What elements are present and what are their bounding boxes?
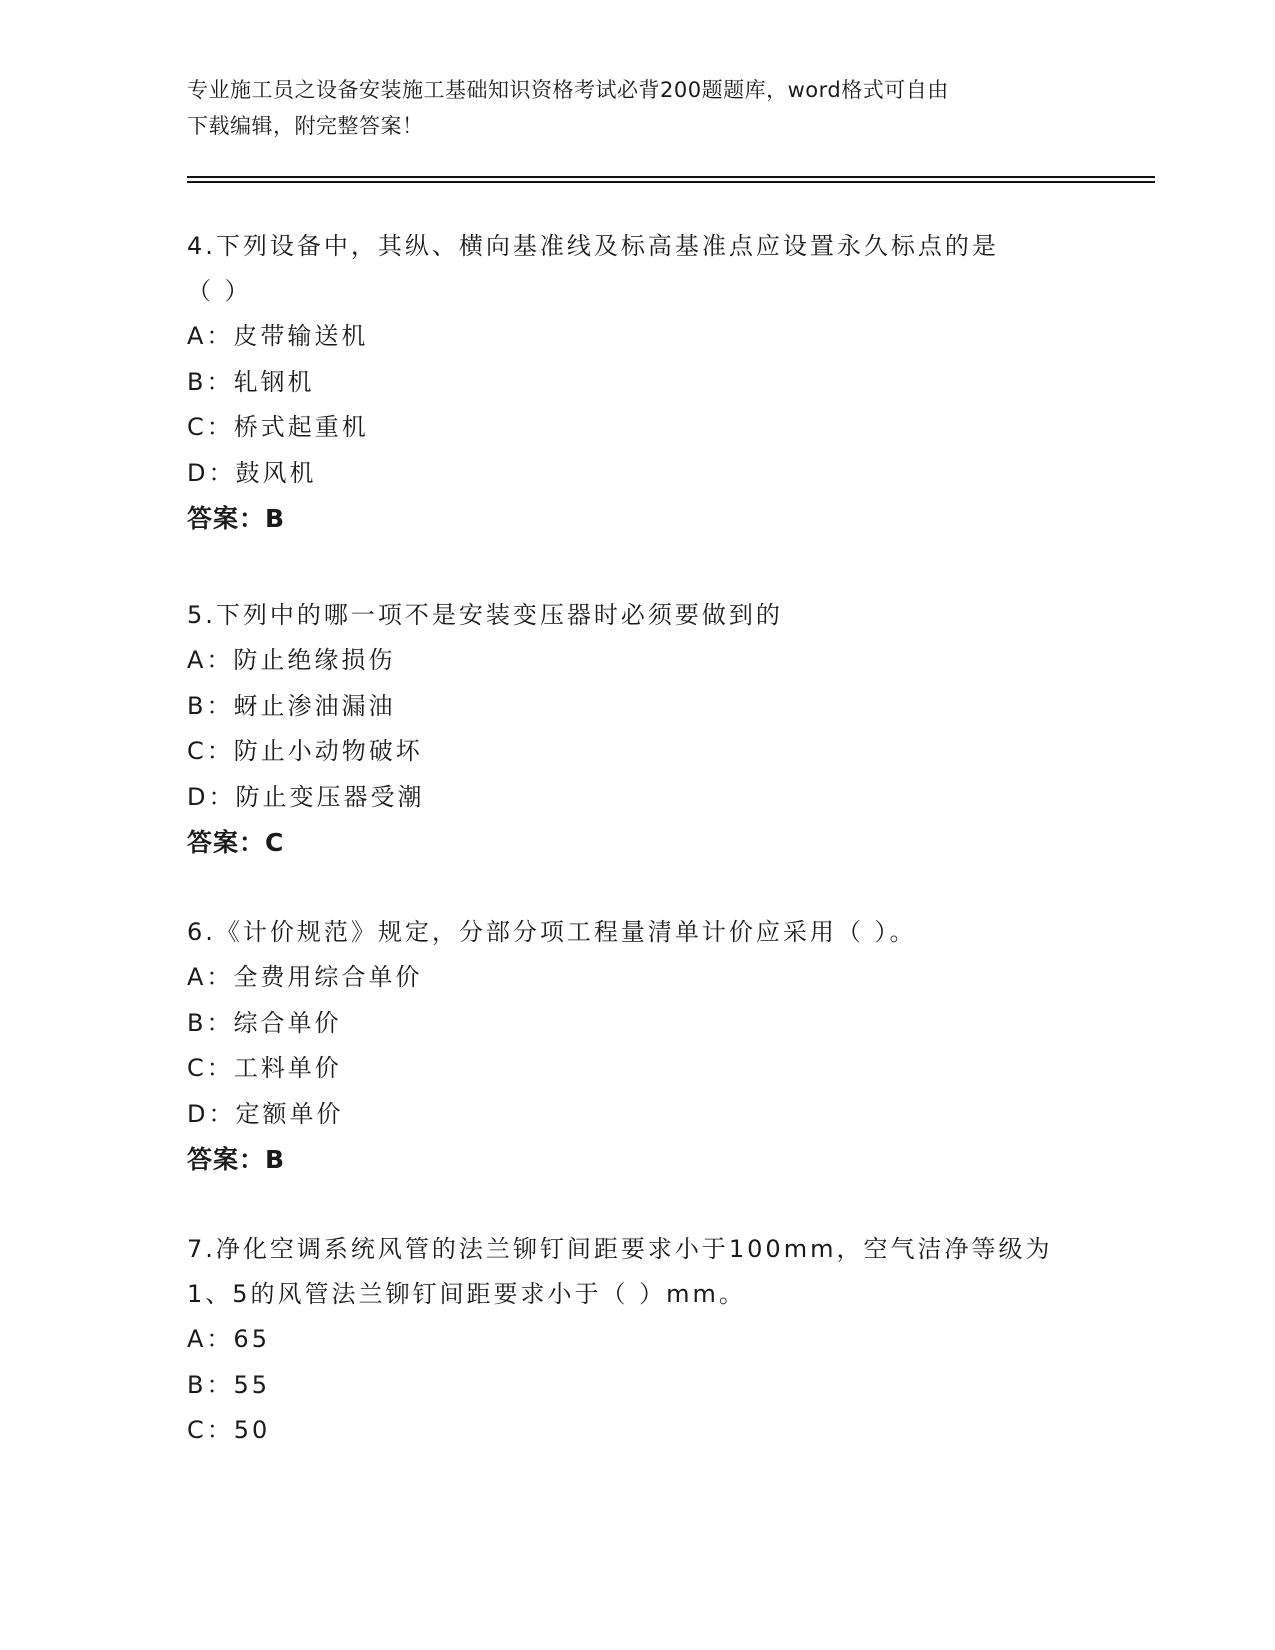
option-a: [187, 955, 1155, 1001]
option-text: 65: [233, 1325, 270, 1353]
option-text: 鼓风机: [235, 458, 317, 487]
option-text: 防止绝缘损伤: [233, 646, 396, 674]
option-key: A：: [187, 1325, 234, 1353]
header-divider-bottom: [187, 181, 1155, 183]
header-line-1: 专业施工员之设备安装施工基础知识资格考试必背200题题库，word格式可自由: [187, 78, 949, 102]
answer-value: B: [265, 504, 286, 533]
question-text-line: 1、5的风管法兰铆钉间距要求小于（ ）mm。: [187, 1280, 746, 1308]
option-c: [187, 1046, 1155, 1092]
option-c: [187, 405, 1155, 451]
option-b: [187, 684, 1155, 730]
answer-label: 答案：: [187, 1145, 266, 1174]
option-key: C：: [187, 1054, 234, 1082]
question-6: [187, 910, 1155, 1183]
question-text-line: 7.净化空调系统风管的法兰铆钉间距要求小于100mm，空气洁净等级为: [187, 1235, 1053, 1263]
question-text: [187, 593, 1155, 638]
option-text: 防止小动物破坏: [233, 737, 423, 765]
question-7: [187, 1227, 1155, 1454]
question-text-line: 4.下列设备中，其纵、横向基准线及标高基准点应设置永久标点的是: [187, 232, 999, 260]
option-key: A：: [187, 646, 234, 674]
option-text: 55: [233, 1370, 271, 1399]
option-c: [187, 1408, 1155, 1454]
option-b: [187, 360, 1155, 406]
option-d: [187, 775, 1155, 821]
option-text: 轧钢机: [233, 367, 315, 396]
header-line-2: 下载编辑，附完整答案！: [187, 114, 424, 138]
option-key: B：: [187, 367, 234, 396]
answer-value: B: [265, 1145, 286, 1174]
option-key: D：: [187, 782, 236, 811]
option-a: [187, 638, 1155, 684]
option-text: 皮带输送机: [233, 322, 369, 350]
question-text-line: 6.《计价规范》规定，分部分项工程量清单计价应采用（ ）。: [187, 918, 917, 946]
option-text: 全费用综合单价: [233, 963, 423, 991]
option-a: [187, 1317, 1155, 1363]
question-text: [187, 224, 1155, 314]
option-key: D：: [187, 1099, 236, 1128]
option-d: [187, 1092, 1155, 1138]
option-text: 蚜止渗油漏油: [233, 691, 396, 720]
option-key: A：: [187, 322, 234, 350]
option-text: 50: [233, 1416, 271, 1444]
answer-label: 答案：: [187, 504, 266, 533]
question-text-line: 5.下列中的哪一项不是安装变压器时必须要做到的: [187, 601, 783, 629]
option-key: C：: [187, 413, 234, 441]
question-4: [187, 224, 1155, 542]
question-text: [187, 1227, 1155, 1317]
option-key: B：: [187, 691, 234, 720]
option-d: [187, 451, 1155, 497]
option-text: 综合单价: [233, 1008, 342, 1037]
option-text: 桥式起重机: [233, 413, 369, 441]
question-text: [187, 910, 1155, 955]
option-key: C：: [187, 1416, 234, 1444]
answer-label: 答案：: [187, 828, 266, 857]
answer: [187, 820, 1155, 866]
option-key: D：: [187, 458, 236, 487]
question-text-line: （ ）: [187, 277, 252, 305]
option-key: B：: [187, 1370, 234, 1399]
option-key: A：: [187, 963, 234, 991]
answer-value: C: [265, 828, 285, 857]
option-b: [187, 1363, 1155, 1409]
question-5: [187, 593, 1155, 866]
answer: [187, 496, 1155, 542]
option-b: [187, 1001, 1155, 1047]
answer: [187, 1137, 1155, 1183]
document-header: [187, 72, 1087, 144]
option-key: B：: [187, 1008, 234, 1037]
option-key: C：: [187, 737, 234, 765]
option-a: [187, 314, 1155, 360]
option-c: [187, 729, 1155, 775]
option-text: 工料单价: [233, 1054, 342, 1082]
option-text: 防止变压器受潮: [235, 782, 425, 811]
option-text: 定额单价: [235, 1099, 344, 1128]
header-divider-top: [187, 176, 1155, 178]
